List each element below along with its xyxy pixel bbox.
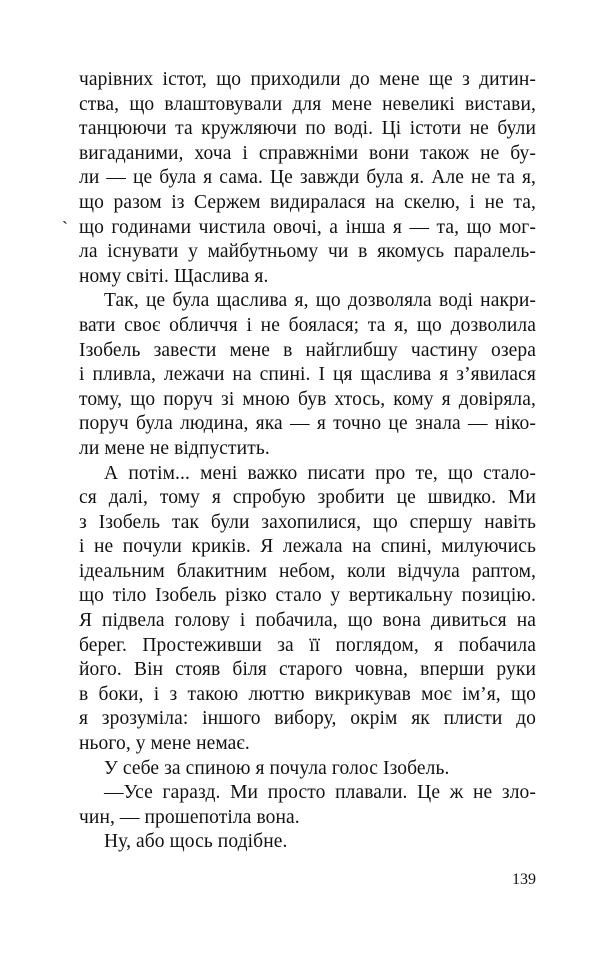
- text-line: його. Він стояв біля старого човна, вперши руки: [79, 659, 536, 681]
- text-line: танцюючи та кружляючи по воді. Ці істоти не були: [79, 118, 536, 140]
- text-line: чин, — прошепотіла вона.: [79, 806, 300, 828]
- text-line: поруч була людина, яка — я точно це знала — ніко-: [79, 413, 536, 435]
- text-line: А потім... мені важко писати про те, що стало-: [104, 462, 536, 484]
- text-line: що годинами чистила овочі, а інша я — та, що мог-: [79, 216, 536, 238]
- text-line: берег. Простеживши за її поглядом, я побачила: [79, 634, 536, 656]
- text-line: нього, у мене немає.: [79, 733, 250, 755]
- text-line: ідеальним блакитним небом, коли відчула раптом,: [79, 560, 536, 582]
- text-line: Ізобель завести мене в найглибшу частину озера: [79, 339, 536, 361]
- page-number: 139: [512, 871, 536, 888]
- text-line: і не почули криків. Я лежала на спині, милуючись: [79, 536, 536, 558]
- text-line: вигаданими, хоча і справжніми вони також не бу-: [79, 142, 536, 164]
- text-line: ла існувати у майбутньому чи в якомусь паралель-: [79, 241, 536, 263]
- text-line: У себе за спиною я почула голос Ізобель.: [104, 757, 450, 779]
- text-line: я зрозуміла: іншого вибору, окрім як плисти до: [79, 708, 536, 730]
- text-line: Я підвела голову і побачила, що вона дивиться на: [79, 610, 536, 632]
- text-line: ства, що влаштовували для мене невеликі вистави,: [79, 93, 536, 115]
- text-line: ся далі, тому я спробую зробити це швидко. Ми: [79, 487, 536, 509]
- text-line: Так, це була щаслива я, що дозволяла воді накри-: [104, 290, 536, 312]
- text-line: вати своє обличчя і не боялася; та я, що дозволила: [79, 314, 536, 336]
- text-line: тому, що поруч зі мною був хтось, кому я довіряла,: [79, 388, 536, 410]
- text-line: ли — це була я сама. Це завжди була я. Але не та я,: [79, 167, 536, 189]
- text-line: чарівних істот, що приходили до мене ще з дитин-: [79, 69, 536, 90]
- margin-mark: `: [62, 218, 68, 238]
- text-line: ли мене не відпустить.: [79, 437, 270, 459]
- text-line: що разом із Сержем видиралася на скелю, і не та,: [79, 191, 536, 213]
- text-line: в боки, і з такою люттю викрикував моє ім’я, що: [79, 683, 536, 705]
- text-line: —Усе гаразд. Ми просто плавали. Це ж не зло-: [104, 782, 536, 804]
- text-line: і пливла, лежачи на спині. І ця щаслива я з’явилася: [79, 364, 536, 386]
- text-line: Ну, або щось подібне.: [104, 831, 288, 853]
- text-line: ному світі. Щаслива я.: [79, 265, 269, 287]
- body-text: [79, 68, 536, 855]
- text-line: з Ізобель так були захопилися, що спершу навіть: [79, 511, 536, 533]
- text-line: що тіло Ізобель різко стало у вертикальну позицію.: [79, 585, 536, 607]
